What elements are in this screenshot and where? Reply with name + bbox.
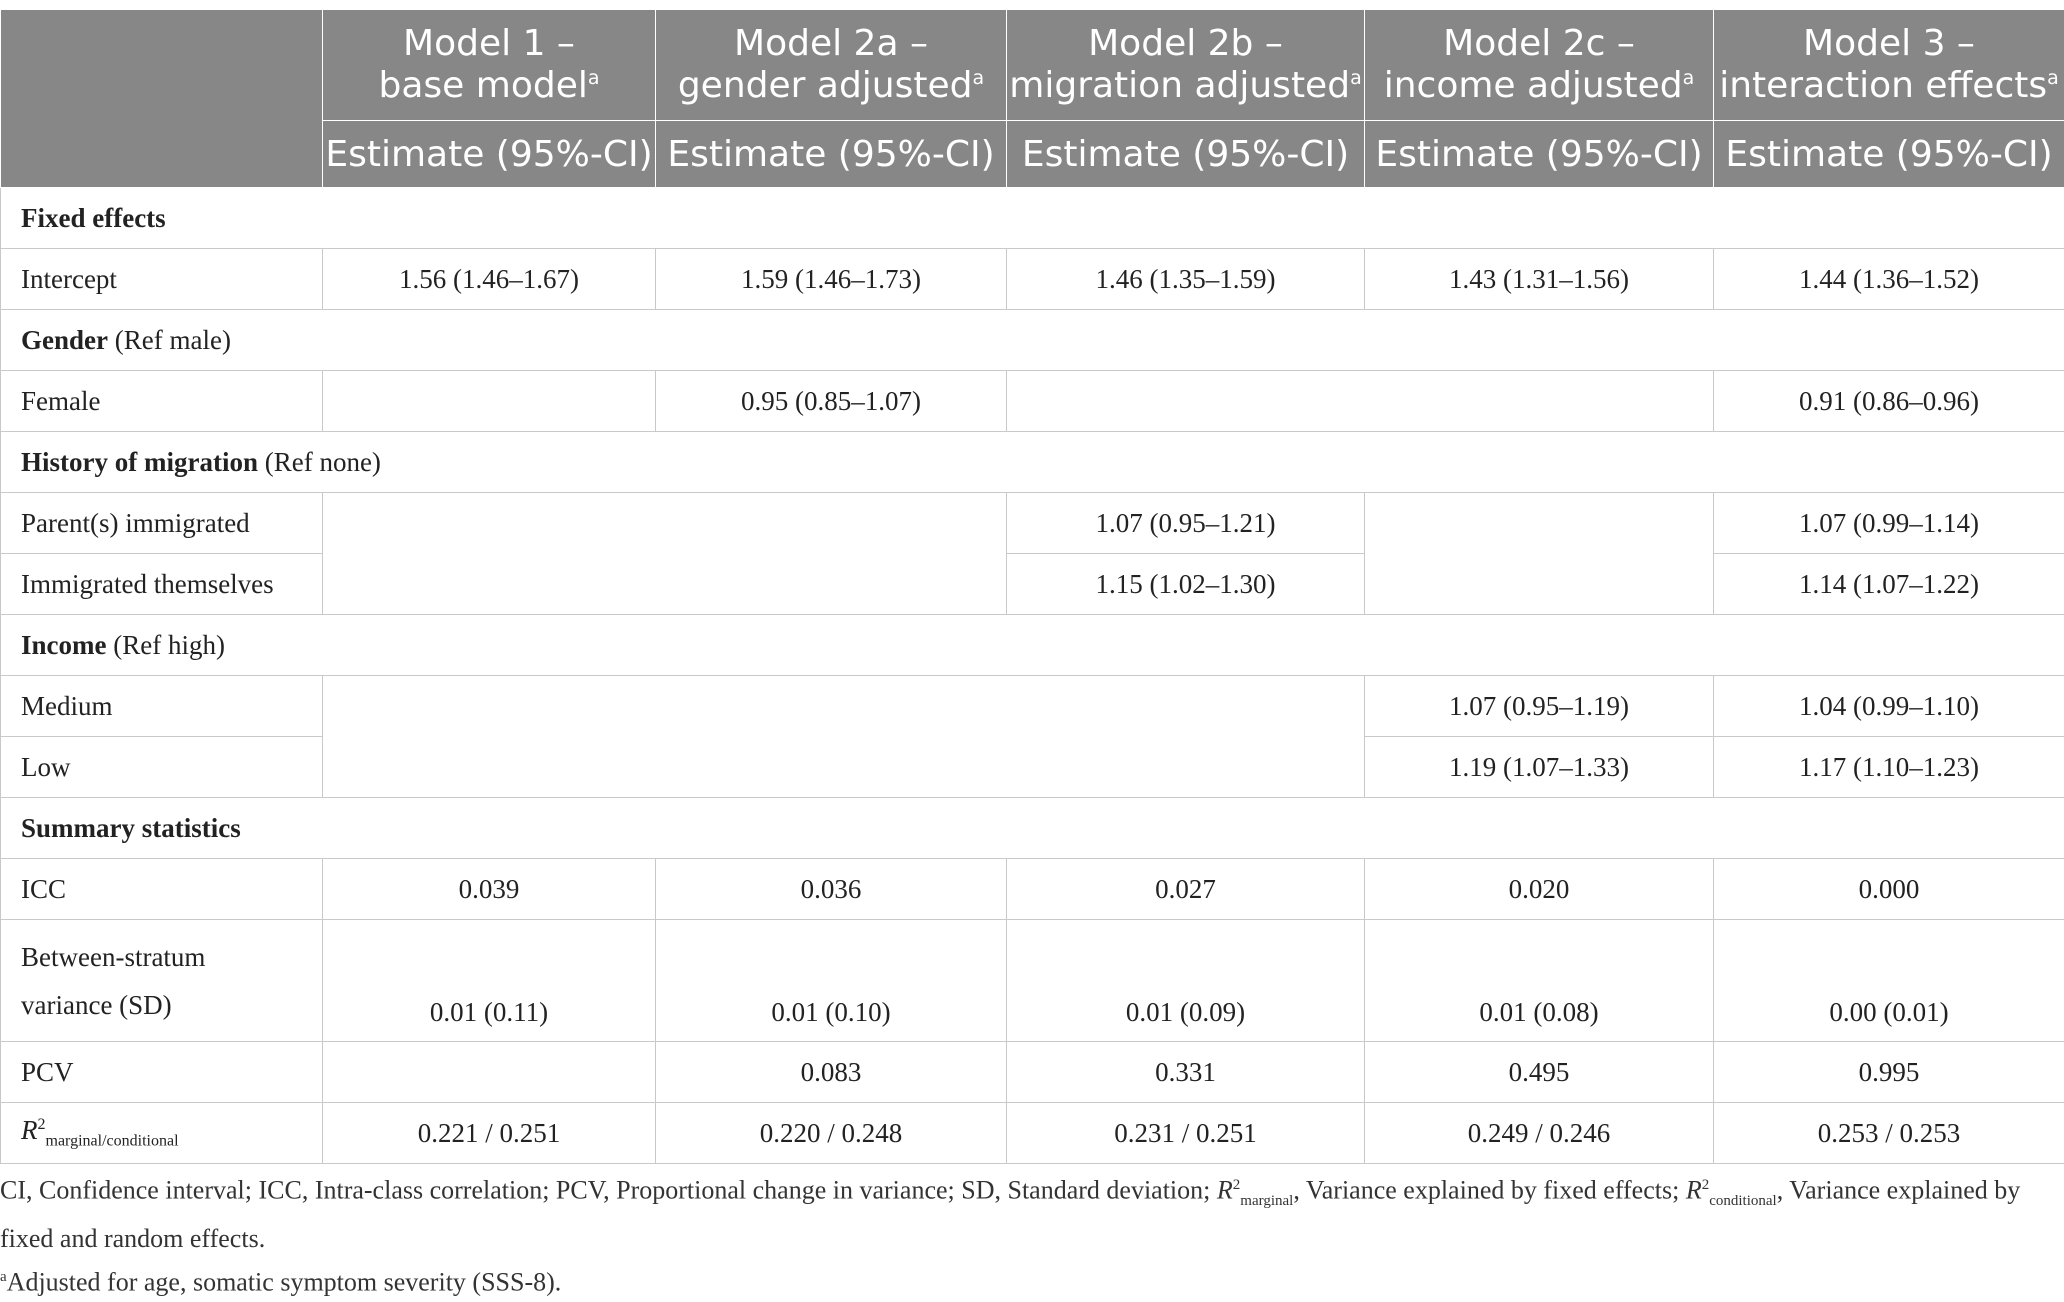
section-ref: (Ref none) — [258, 447, 381, 477]
section-title: Income — [21, 630, 106, 660]
row-label: Parent(s) immigrated — [1, 493, 323, 554]
abbreviations-note: CI, Confidence interval; ICC, Intra-class correlation; PCV, Proportional change in variance; SD, Standard deviation; $R^2_{marginal}$, Variance explained by fixed effects; $R^2_{conditional}$, Variance explained by fixed and random effects. — [0, 1166, 2064, 1258]
cell-value: 1.07 (0.95–1.19) — [1365, 676, 1714, 737]
cell-value: 0.01 (0.11) — [323, 920, 656, 1042]
cell-value: 1.07 (0.99–1.14) — [1714, 493, 2064, 554]
estimate-header: Estimate (95%-CI) — [656, 121, 1007, 188]
cell-empty — [323, 493, 1007, 615]
cell-value: 0.083 — [656, 1042, 1007, 1103]
section-ref: (Ref high) — [106, 630, 224, 660]
cell-value: 1.15 (1.02–1.30) — [1007, 554, 1365, 615]
cell-value: 1.44 (1.36–1.52) — [1714, 249, 2064, 310]
cell-value: 1.19 (1.07–1.33) — [1365, 737, 1714, 798]
cell-value: 1.56 (1.46–1.67) — [323, 249, 656, 310]
section-title: Summary statistics — [21, 813, 241, 843]
cell-value: 1.07 (0.95–1.21) — [1007, 493, 1365, 554]
cell-value: 0.01 (0.09) — [1007, 920, 1365, 1042]
row-between-stratum — [1, 920, 2064, 1042]
section-fixed-effects — [1, 188, 2064, 249]
row-intercept — [1, 249, 2064, 310]
estimate-header: Estimate (95%-CI) — [323, 121, 656, 188]
section-ref: (Ref male) — [108, 325, 231, 355]
cell-value: 0.231 / 0.251 — [1007, 1103, 1365, 1164]
cell-value: 0.995 — [1714, 1042, 2064, 1103]
cell-value: 0.027 — [1007, 859, 1365, 920]
section-summary — [1, 798, 2064, 859]
cell-value — [323, 1042, 656, 1103]
cell-value: 0.249 / 0.246 — [1365, 1103, 1714, 1164]
cell-value: 1.14 (1.07–1.22) — [1714, 554, 2064, 615]
row-label: Medium — [1, 676, 323, 737]
cell-value: 0.000 — [1714, 859, 2064, 920]
footnote-a: $^a$Adjusted for age, somatic symptom severity (SSS-8). — [0, 1258, 2064, 1302]
cell-value: 0.495 — [1365, 1042, 1714, 1103]
header-model-2a: Model 2a – gender adjusted$^a$ — [656, 10, 1007, 121]
row-parents-immigrated — [1, 493, 2064, 554]
estimate-header: Estimate (95%-CI) — [1007, 121, 1365, 188]
cell-value: 0.01 (0.08) — [1365, 920, 1714, 1042]
cell-value: 0.039 — [323, 859, 656, 920]
cell-value: 0.91 (0.86–0.96) — [1714, 371, 2064, 432]
cell-empty — [1007, 371, 1714, 432]
section-title: Fixed effects — [21, 203, 166, 233]
row-label: PCV — [1, 1042, 323, 1103]
row-label: Intercept — [1, 249, 323, 310]
cell-value: 0.331 — [1007, 1042, 1365, 1103]
row-medium — [1, 676, 2064, 737]
table-notes — [0, 1166, 2064, 1302]
cell-value: 0.00 (0.01) — [1714, 920, 2064, 1042]
row-icc — [1, 859, 2064, 920]
section-gender — [1, 310, 2064, 371]
row-label: Immigrated themselves — [1, 554, 323, 615]
row-label: Female — [1, 371, 323, 432]
header-model-1: Model 1 – base model$^a$ — [323, 10, 656, 121]
header-model-2c: Model 2c – income adjusted$^a$ — [1365, 10, 1714, 121]
header-row-models — [1, 10, 2064, 121]
cell-value: 1.17 (1.10–1.23) — [1714, 737, 2064, 798]
results-table-container — [0, 9, 2064, 1164]
cell-value: 0.220 / 0.248 — [656, 1103, 1007, 1164]
section-title: History of migration — [21, 447, 258, 477]
section-migration — [1, 432, 2064, 493]
cell-value: 0.221 / 0.251 — [323, 1103, 656, 1164]
row-female — [1, 371, 2064, 432]
cell-value: 0.95 (0.85–1.07) — [656, 371, 1007, 432]
header-model-2b: Model 2b – migration adjusted$^a$ — [1007, 10, 1365, 121]
results-table — [0, 9, 2064, 1164]
row-r2 — [1, 1103, 2064, 1164]
row-label: $R^2_{marginal/conditional}$ — [1, 1103, 323, 1164]
cell-empty — [323, 676, 1365, 798]
estimate-header: Estimate (95%-CI) — [1714, 121, 2064, 188]
header-model-3: Model 3 – interaction effects$^a$ — [1714, 10, 2064, 121]
row-immigrated-themselves — [1, 554, 2064, 615]
cell-value: 1.46 (1.35–1.59) — [1007, 249, 1365, 310]
section-income — [1, 615, 2064, 676]
cell-empty — [323, 371, 656, 432]
cell-value: 0.253 / 0.253 — [1714, 1103, 2064, 1164]
cell-value: 1.43 (1.31–1.56) — [1365, 249, 1714, 310]
row-label: Between-stratum variance (SD) — [1, 920, 323, 1042]
cell-value: 0.020 — [1365, 859, 1714, 920]
cell-value: 1.59 (1.46–1.73) — [656, 249, 1007, 310]
cell-empty — [1365, 493, 1714, 615]
cell-value: 1.04 (0.99–1.10) — [1714, 676, 2064, 737]
cell-value: 0.036 — [656, 859, 1007, 920]
header-corner — [1, 10, 323, 188]
section-title: Gender — [21, 325, 108, 355]
row-label: Low — [1, 737, 323, 798]
estimate-header: Estimate (95%-CI) — [1365, 121, 1714, 188]
cell-value: 0.01 (0.10) — [656, 920, 1007, 1042]
row-label: ICC — [1, 859, 323, 920]
row-pcv — [1, 1042, 2064, 1103]
